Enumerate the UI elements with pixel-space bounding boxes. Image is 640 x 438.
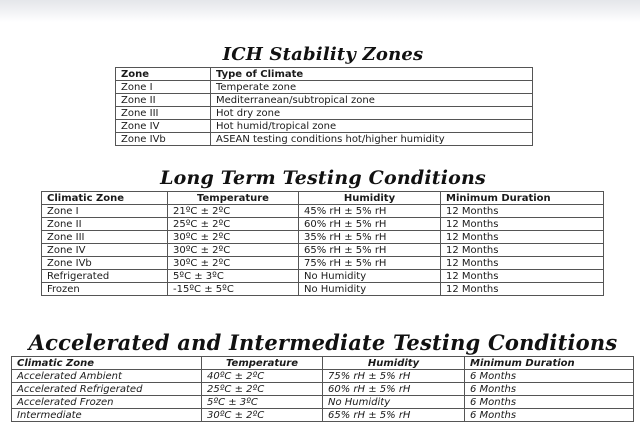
cell-humidity: 65% rH ± 5% rH (299, 244, 441, 257)
header-zone: Zone (116, 68, 211, 81)
header-minimum-duration: Minimum Duration (465, 357, 634, 370)
cell-temperature: 30ºC ± 2ºC (202, 409, 323, 422)
cell-duration: 12 Months (441, 205, 604, 218)
table-row (12, 383, 634, 396)
header-temperature: Temperature (202, 357, 323, 370)
cell-zone: Refrigerated (42, 270, 168, 283)
cell-humidity: 35% rH ± 5% rH (299, 231, 441, 244)
header-humidity: Humidity (323, 357, 465, 370)
table-row (42, 205, 604, 218)
table-row (116, 81, 533, 94)
cell-climate: Hot dry zone (211, 107, 533, 120)
stability-zones-title: ICH Stability Zones (222, 44, 424, 65)
cell-temperature: 40ºC ± 2ºC (202, 370, 323, 383)
table-row (116, 133, 533, 146)
cell-duration: 12 Months (441, 231, 604, 244)
cell-humidity: 60% rH ± 5% rH (323, 383, 465, 396)
table-header-row (116, 68, 533, 81)
cell-temperature: 30ºC ± 2ºC (168, 231, 299, 244)
cell-climate: Hot humid/tropical zone (211, 120, 533, 133)
cell-humidity: No Humidity (323, 396, 465, 409)
table-row (42, 270, 604, 283)
cell-zone: Zone III (116, 107, 211, 120)
cell-humidity: 45% rH ± 5% rH (299, 205, 441, 218)
cell-temperature: 30ºC ± 2ºC (168, 257, 299, 270)
cell-duration: 12 Months (441, 218, 604, 231)
cell-climate: ASEAN testing conditions hot/higher humidity (211, 133, 533, 146)
cell-temperature: 25ºC ± 2ºC (202, 383, 323, 396)
table-row (12, 370, 634, 383)
accelerated-table (11, 356, 634, 422)
cell-zone: Accelerated Ambient (12, 370, 202, 383)
table-header-row (42, 192, 604, 205)
table-row (42, 283, 604, 296)
cell-climate: Temperate zone (211, 81, 533, 94)
cell-zone: Zone IVb (116, 133, 211, 146)
cell-zone: Zone IV (116, 120, 211, 133)
table-row (116, 120, 533, 133)
cell-temperature: -15ºC ± 5ºC (168, 283, 299, 296)
cell-duration: 6 Months (465, 396, 634, 409)
cell-duration: 12 Months (441, 283, 604, 296)
top-shadow (0, 0, 640, 22)
table-row (42, 257, 604, 270)
table-row (42, 244, 604, 257)
cell-zone: Zone IV (42, 244, 168, 257)
cell-zone: Accelerated Frozen (12, 396, 202, 409)
long-term-table (41, 191, 604, 296)
header-climatic-zone: Climatic Zone (42, 192, 168, 205)
table-row (12, 409, 634, 422)
cell-duration: 12 Months (441, 244, 604, 257)
cell-zone: Zone II (116, 94, 211, 107)
cell-duration: 6 Months (465, 409, 634, 422)
cell-duration: 6 Months (465, 370, 634, 383)
stability-zones-table (115, 67, 533, 146)
cell-zone: Zone III (42, 231, 168, 244)
cell-zone: Zone II (42, 218, 168, 231)
header-temperature: Temperature (168, 192, 299, 205)
header-humidity: Humidity (299, 192, 441, 205)
cell-duration: 6 Months (465, 383, 634, 396)
cell-temperature: 25ºC ± 2ºC (168, 218, 299, 231)
cell-humidity: 75% rH ± 5% rH (323, 370, 465, 383)
table-row (42, 231, 604, 244)
header-minimum-duration: Minimum Duration (441, 192, 604, 205)
table-header-row (12, 357, 634, 370)
long-term-title: Long Term Testing Conditions (160, 167, 486, 189)
cell-climate: Mediterranean/subtropical zone (211, 94, 533, 107)
cell-temperature: 30ºC ± 2ºC (168, 244, 299, 257)
table-row (116, 94, 533, 107)
cell-humidity: 65% rH ± 5% rH (323, 409, 465, 422)
cell-duration: 12 Months (441, 270, 604, 283)
cell-zone: Accelerated Refrigerated (12, 383, 202, 396)
cell-zone: Zone I (42, 205, 168, 218)
table-row (12, 396, 634, 409)
cell-humidity: 60% rH ± 5% rH (299, 218, 441, 231)
cell-duration: 12 Months (441, 257, 604, 270)
header-type-of-climate: Type of Climate (211, 68, 533, 81)
cell-humidity: No Humidity (299, 270, 441, 283)
cell-temperature: 21ºC ± 2ºC (168, 205, 299, 218)
cell-zone: Zone IVb (42, 257, 168, 270)
cell-zone: Frozen (42, 283, 168, 296)
table-row (116, 107, 533, 120)
cell-zone: Zone I (116, 81, 211, 94)
cell-temperature: 5ºC ± 3ºC (168, 270, 299, 283)
header-climatic-zone: Climatic Zone (12, 357, 202, 370)
cell-humidity: No Humidity (299, 283, 441, 296)
cell-temperature: 5ºC ± 3ºC (202, 396, 323, 409)
table-row (42, 218, 604, 231)
cell-zone: Intermediate (12, 409, 202, 422)
accelerated-title: Accelerated and Intermediate Testing Conditions (28, 330, 618, 355)
cell-humidity: 75% rH ± 5% rH (299, 257, 441, 270)
